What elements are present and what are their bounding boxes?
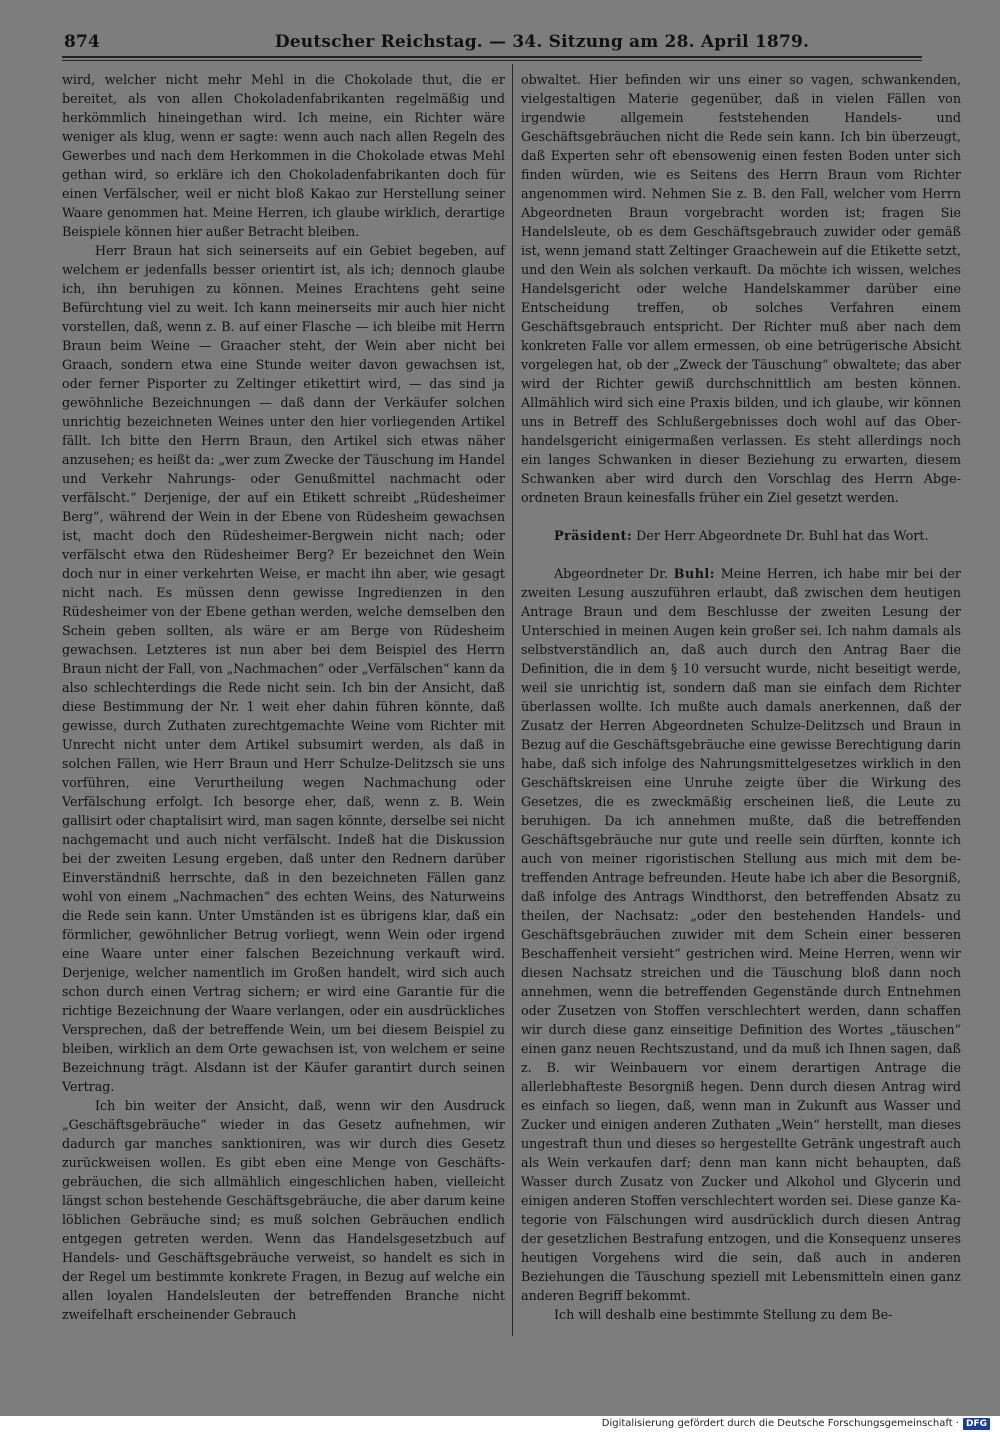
column-divider — [512, 64, 513, 1336]
left-column — [62, 70, 505, 1324]
dfg-logo: DFG — [963, 1418, 990, 1430]
speech-text: Der Herr Abgeordnete Dr. Buhl hat das Wort. — [632, 528, 929, 543]
paragraph-gap — [521, 507, 961, 526]
page-number: 874 — [64, 32, 101, 52]
paragraph: obwaltet. Hier befinden wir uns einer so vagen, schwankenden, vielgestaltigen Materie gegenüber, daß in vielen Fällen von irgendwie allgemein feststehenden Handels- und Geschäftsgebräuchen nicht die Rede sein kann. Ich bin überzeugt, daß Experten sehr oft ebensowenig einen festen Boden unter sich finden würden, wie es Seitens des Herrn Braun vom Richter angenommen wird. Nehmen Sie z. B. den Fall, welcher vom Herrn Abgeordneten Braun vorgebracht worden ist; fragen Sie Handelsleute, ob es dem Geschäftsgebrauch zuwider oder gemäß ist, wenn jemand statt Zeltinger Graachewein auf die Etikette setzt, und den Wein als solchen verkauft. Da möchte ich wissen, welches Handelsgericht oder welche Handelskammer darüber eine Entscheidung treffen, ob solches Verfahren einem Geschäftsgebrauch entspricht. Der Richter muß aber nach dem konkreten Falle vor allem ermessen, ob eine betrügerische Absicht vorgelegen hat, ob der „Zweck der Täuschung“ obwaltete; das aber wird der Richter gewiß durchschnittlich am besten können. Allmählich wird sich eine Praxis bilden, und ich glaube, wir können uns in Betreff des Schlußergebnisses doch wohl auf das Oberhandelsgericht einigermaßen verlassen. Es steht allerdings noch ein langes Schwanken in dieser Beziehung zu erwarten, diesem Schwanken aber wird durch den Vorschlag des Herrn Abgeordneten Braun keinesfalls früher ein Ziel gesetzt werden. — [521, 72, 961, 505]
speaker-title: Abgeordneter Dr. — [554, 566, 674, 581]
speaker-paragraph — [521, 564, 961, 1305]
funding-footer — [602, 1416, 990, 1432]
funding-note: Digitalisierung gefördert durch die Deutsche Forschungsgemeinschaft · — [601, 1418, 959, 1429]
speaker-name: Buhl: — [673, 566, 715, 581]
page-header — [62, 28, 922, 56]
paragraph: wird, welcher nicht mehr Mehl in die Chokolade thut, die er bereitet, als von allen Chokoladenfabrikanten regelmäßig und herkömmlich hineingethan wird. Ich meine, ein Richter wäre weniger als klug, wenn er sagte: wenn auch nach allen Regeln des Gewerbes und nach dem Herkommen in die Chokolade etwas Mehl gethan wird, so erkläre ich den Chokoladenfabrikanten doch für einen Verfälscher, weil er nicht bloß Kakao zur Herstellung seiner Waare genommen hat. Meine Herren, ich glaube wirklich, derartige Beispiele können hier außer Betracht bleiben. — [62, 72, 505, 239]
header-rule — [62, 56, 922, 61]
paragraph-gap — [521, 545, 961, 564]
running-title: Deutscher Reichstag. — 34. Sitzung am 28. April 1879. — [274, 32, 810, 52]
speaker-name: Präsident: — [554, 528, 633, 543]
paragraph: Ich bin weiter der Ansicht, daß, wenn wir den Ausdruck „Geschäftsgebräuche“ wieder in das Gesetz aufnehmen, wir dadurch gar manches sanktioniren, was wir durch dies Gesetz zurückweisen wollen. Es gibt eben eine Menge von Geschäftsgebräuchen, die sich allmählich eingeschlichen haben, vielleicht längst schon bestehende Geschäftsgebräuche, die aber darum keine löblichen Gebräuche sind; es muß solchen Gebräuchen endlich entgegen getreten werden. Wenn das Handelsgesetzbuch auf Handels- und Geschäftsgebräuche verweist, so handelt es sich in der Regel um bestimmte konkrete Fragen, in Bezug auf welche ein allen loyalen Handelsleuten der betreffenden Branche nicht zweifelhaft erscheinender Gebrauch — [62, 1098, 505, 1322]
speech-text: Meine Herren, ich habe mir bei der zweiten Lesung auszuführen erlaubt, daß zwischen dem heutigen Antrage Braun und dem Beschlusse der zweiten Lesung der Unterschied in meinen Augen kein großer sei. Ich nahm damals als selbstverständlich an, daß auch durch den Antrag Baer die Definition, die in dem § 10 versucht wurde, nicht beseitigt werde, weil sie unrichtig ist, sondern daß man sie einfach dem Richter überlassen wollte. Ich mußte auch damals anerkennen, daß der Zusatz der Herren Abgeordneten Schulze-Delitzsch und Braun in Bezug auf die Geschäftsgebräuche eine gewisse Berechtigung darin habe, daß sich infolge des Nahrungsmittelgesetzes wirklich in den Geschäftskreisen eine Unruhe zeigte über die Wirkung des Gesetzes, die es zweckmäßig erscheinen ließ, die Leute zu beruhigen. Da ich annehmen mußte, daß die betreffenden Geschäftsgebräuche nur gute und reelle sein dürften, konnte ich auch von meiner rigoristischen Stellung aus mich mit dem betreffenden Antrage befreunden. Heute habe ich aber die Besorgniß, daß infolge des Antrags Windthorst, den betreffenden Absatz zu theilen, der Nachsatz: „oder den bestehenden Handels- und Geschäftsgebräuchen zuwider mit dem Schein einer besseren Beschaffenheit versieht“ gestrichen wird. Meine Herren, wenn wir diesen Nachsatz streichen und die Täuschung bloß dann noch annehmen, wenn die betreffenden Gegenstände durch Entnehmen oder Zusetzen von Stoffen verschlechtert werden, dann schaffen wir durch diese ganz einseitige Definition des Wortes „täuschen“ einen ganz neuen Rechtszustand, und da muß ich Ihnen sagen, daß z. B. wir Weinbauern vor einem derartigen Antrage die allerlebhafteste Besorgniß hegen. Denn durch diesen Antrag wird es einfach so liegen, daß, wenn man in Zukunft aus Wasser und Zucker und einigen anderen Zuthaten „Wein“ herstellt, man dieses ungestraft thun und dieses so hergestellte Getränk ungestraft auch als Wein verkaufen darf; denn man kann nicht behaupten, daß Wasser durch Zusatz von Zucker und Alkohol und Glycerin und einigen anderen Stoffen verschlechtert worden sei. Diese ganze Kategorie von Fälschungen wird ausdrücklich durch diesen Antrag der gesetzlichen Bestrafung entzogen, und die Konsequenz unseres heutigen Vorgehens wird die sein, daß auch in anderen Beziehungen die Täuschung speziell mit Lebensmitteln einen ganz anderen Begriff bekommt. — [521, 566, 961, 1303]
right-column — [521, 70, 961, 1324]
paragraph: Ich will deshalb eine bestimmte Stellung zu dem Be- — [554, 1307, 893, 1322]
speaker-paragraph — [521, 526, 961, 545]
paragraph: Herr Braun hat sich seinerseits auf ein Gebiet begeben, auf welchem er jedenfalls besser orientirt ist, als ich; dennoch glaube ich, ihn beruhigen zu können. Meines Erachtens geht seine Befürchtung viel zu weit. Ich kann meinerseits mir auch hier nicht vorstellen, daß, wenn z. B. auf einer Flasche — ich bleibe mit Herrn Braun beim Weine — Graacher steht, der Wein aber nicht bei Graach, sondern etwa eine Stunde weiter davon gewachsen ist, oder ferner Pisporter zu Zeltinger etikettirt wird, — das sind ja gewöhnliche Bezeichnungen — daß dann der Verkäufer solchen unrichtig bezeichneten Weines unter den hier vorliegenden Artikel fällt. Ich bitte den Herrn Braun, den Artikel sich etwas näher anzusehen; es heißt da: „wer zum Zwecke der Täuschung im Handel und Verkehr Nahrungs- oder Genußmittel nachmacht oder verfälscht.“ Derjenige, der auf ein Etikett schreibt „Rüdesheimer Berg“, während der Wein in der Ebene von Rüdesheim gewachsen ist, macht doch den Rüdesheimer-Bergwein nicht nach; oder verfälscht etwa den Rüdesheimer Berg? Er bezeichnet den Wein doch nur in einer verkehrten Weise, er macht ihn aber, wie gesagt nicht nach. Es müssen denn gewisse Ingredienzen in den Rüdesheimer von der Ebene gethan werden, welche demselben den Schein geben sollten, als wäre er am Berge von Rüdesheim gewachsen. Letzteres ist nun aber bei dem Beispiel des Herrn Braun nicht der Fall, von „Nachmachen“ oder „Verfälschen“ kann da also schlechterdings die Rede nicht sein. Ich bin der Ansicht, daß diese Bestimmung der Nr. 1 weit eher dahin führen könnte, daß gewisse, durch Zuthaten zurechtgemachte Weine vom Richter mit Unrecht nicht unter dem Artikel subsumirt werden, als daß in solchen Fällen, wie Herr Braun und Herr Schulze-Delitzsch sie uns vorführen, eine Verurtheilung wegen Nachmachung oder Verfälschung erfolgt. Ich besorge eher, daß, wenn z. B. Wein gallisirt oder chaptalisirt wird, man sagen könnte, derselbe sei nicht nachgemacht und auch nicht verfälscht. Indeß hat die Diskussion bei der zweiten Lesung ergeben, daß unter den Rednern darüber Einverständniß herrschte, daß in den bezeichneten Fällen ganz wohl von einem „Nachmachen“ des echten Weins, des Naturweins die Rede sein kann. Unter Umständen ist es übrigens klar, daß ein förmlicher, gewöhnlicher Betrug vorliegt, wenn Wein oder irgend eine Waare unter einer falschen Bezeichnung verkauft wird. Derjenige, welcher namentlich im Großen handelt, wird sich auch schon durch einen Vertrag sichern; er wird eine Garantie für die richtige Bezeichnung der Waare verlangen, oder ein ausdrückliches Versprechen, daß der betreffende Wein, um bei diesem Beispiel zu bleiben, wirklich an dem Orte gewachsen ist, von welchem er seine Bezeichnung trägt. Alsdann ist der Käufer garantirt durch seinen Vertrag. — [62, 243, 505, 1094]
